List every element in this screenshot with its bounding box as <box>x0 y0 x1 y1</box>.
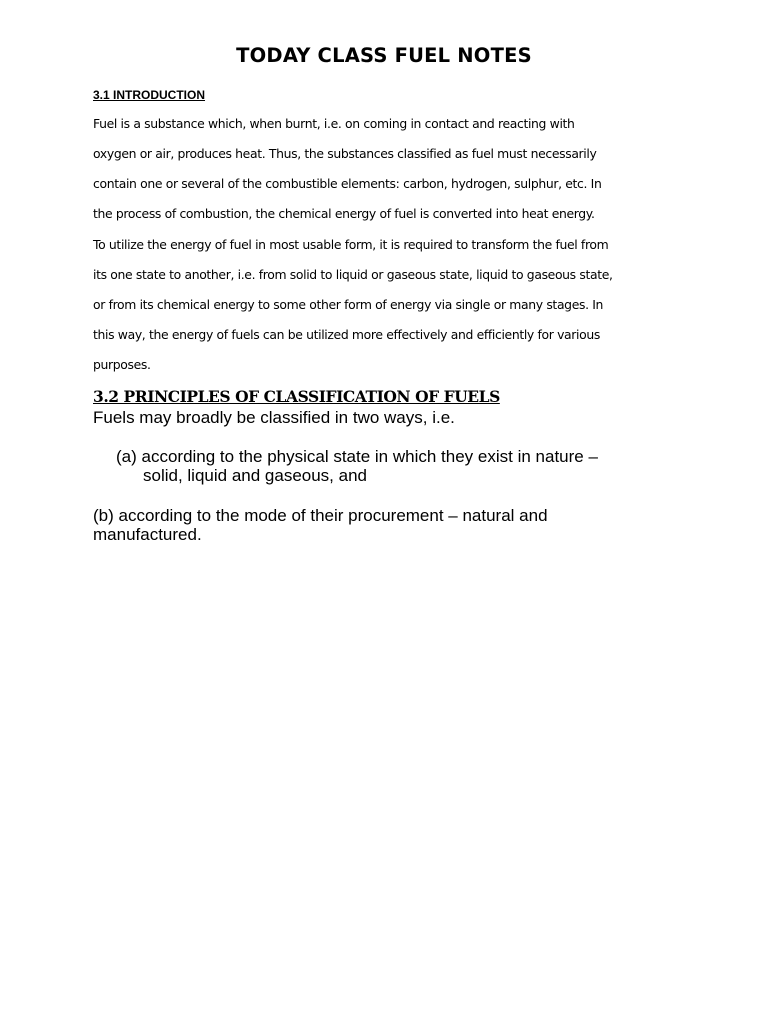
paragraph-line: or from its chemical energy to some other form of energy via single or many stages. In <box>93 297 604 312</box>
paragraph-line: its one state to another, i.e. from solid to liquid or gaseous state, liquid to gaseous state, <box>93 267 613 282</box>
list-item-a-line: solid, liquid and gaseous, and <box>143 466 367 485</box>
paragraph-line: To utilize the energy of fuel in most usable form, it is required to transform the fuel from <box>93 237 609 252</box>
section-heading-introduction: 3.1 INTRODUCTION <box>93 88 206 102</box>
paragraph-line: the process of combustion, the chemical energy of fuel is converted into heat energy. <box>93 206 595 221</box>
paragraph-line: oxygen or air, produces heat. Thus, the substances classified as fuel must necessarily <box>93 146 597 161</box>
page-title: TODAY CLASS FUEL NOTES <box>236 44 532 67</box>
classification-intro: Fuels may broadly be classified in two ways, i.e. <box>93 408 455 427</box>
list-item-b-line: manufactured. <box>93 525 202 544</box>
paragraph-line: this way, the energy of fuels can be utilized more effectively and efficiently for various <box>93 327 600 342</box>
list-item-a-line: (a) according to the physical state in which they exist in nature – <box>116 447 598 466</box>
paragraph-line: contain one or several of the combustible elements: carbon, hydrogen, sulphur, etc. In <box>93 176 602 191</box>
section-heading-classification: 3.2 PRINCIPLES OF CLASSIFICATION OF FUELS <box>93 387 500 406</box>
paragraph-line: Fuel is a substance which, when burnt, i.e. on coming in contact and reacting with <box>93 116 575 131</box>
list-item-b-line: (b) according to the mode of their procurement – natural and <box>93 506 548 525</box>
paragraph-line: purposes. <box>93 357 151 372</box>
